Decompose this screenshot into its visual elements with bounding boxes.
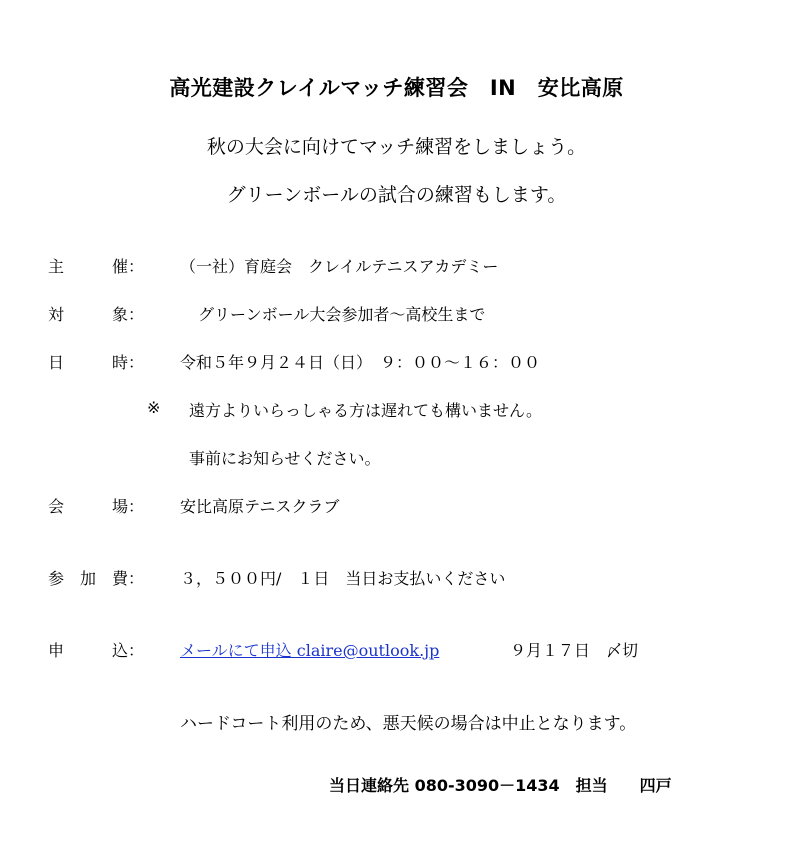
- apply-email-link[interactable]: メールにて申込 claire@outlook.jp: [180, 641, 440, 660]
- target-label: 対 象：: [48, 305, 145, 324]
- fee-value: ３，５００円/ １日 当日お支払いください: [180, 569, 506, 588]
- contact-info: 当日連絡先 080-3090－1434 担当 四戸: [329, 776, 672, 795]
- organizer-label: 主 催：: [48, 257, 145, 276]
- datetime-label: 日 時：: [48, 353, 145, 372]
- venue-label: 会 場：: [48, 497, 145, 516]
- note-late-arrival: 遠方よりいらっしゃる方は遅れても構いません。: [189, 401, 542, 420]
- apply-label: 申 込：: [48, 641, 145, 660]
- weather-notice: ハードコート利用のため、悪天候の場合は中止となります。: [180, 714, 637, 734]
- datetime-value: 令和５年９月２４日（日） ９：００～１６：００: [180, 353, 541, 372]
- apply-deadline: ９月１７日 〆切: [510, 641, 639, 660]
- subtitle-match-practice: 秋の大会に向けてマッチ練習をしましょう。: [206, 136, 587, 158]
- note-mark: ※: [147, 398, 161, 417]
- note-advance-notice: 事前にお知らせください。: [189, 449, 381, 468]
- fee-label: 参 加 費：: [48, 569, 145, 588]
- page-title: 高光建設クレイルマッチ練習会 IN 安比高原: [169, 76, 624, 100]
- target-value: グリーンボール大会参加者～高校生まで: [198, 305, 486, 324]
- venue-value: 安比高原テニスクラブ: [180, 497, 340, 516]
- subtitle-green-ball: グリーンボールの試合の練習もします。: [226, 184, 567, 206]
- organizer-value: （一社）育庭会 クレイルテニスアカデミー: [180, 257, 499, 276]
